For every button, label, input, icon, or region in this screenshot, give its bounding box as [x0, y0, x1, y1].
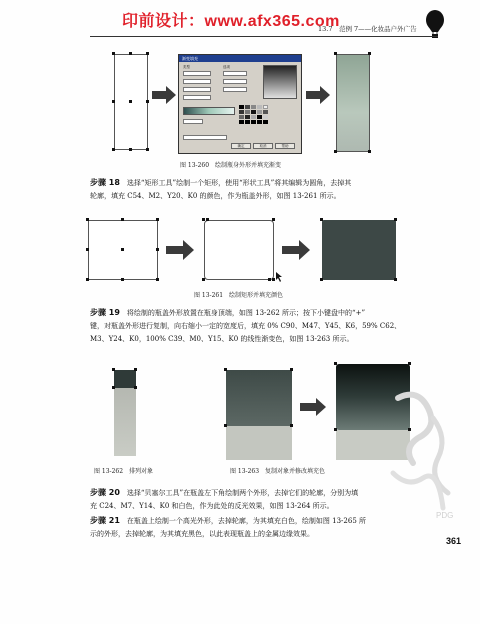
selection-handle	[112, 148, 115, 151]
step-text-line: 轮廓，填充 C54、M2、Y20、K0 的颜色，作为瓶盖外形，如图 13-261 所示。	[90, 192, 341, 200]
step-label: 步骤 18	[90, 178, 120, 187]
figure-caption: 图 13-262 排列对象	[94, 468, 154, 475]
cap-mid-tone	[226, 370, 292, 426]
bottle-cap-dark	[114, 370, 136, 388]
figure-caption: 图 13-263 复制对象并修改填充色	[230, 468, 326, 475]
selection-handle	[156, 278, 159, 281]
selection-handle	[320, 278, 323, 281]
selection-handle	[129, 148, 132, 151]
dialog-help-button[interactable]: 帮助	[275, 143, 295, 149]
selection-handle	[320, 218, 323, 221]
gradient-preview	[263, 65, 297, 99]
dialog-edge-field[interactable]	[183, 95, 211, 100]
dialog-preset-select[interactable]	[183, 135, 227, 140]
dialog-label: 类型	[183, 65, 190, 69]
cursor-icon	[276, 272, 284, 282]
figure-caption: 图 13-261 绘制矩形并填充颜色	[194, 292, 284, 299]
center-mark	[121, 248, 124, 251]
step-18-paragraph	[90, 176, 438, 203]
selection-handle	[408, 362, 411, 365]
step-label: 步骤 19	[90, 308, 120, 317]
step-text-line: 在瓶盖上绘制一个高光外形，去掉轮廓，为其填充白色，绘制如图 13-265 所	[126, 517, 367, 525]
selection-handle	[121, 278, 124, 281]
selection-handle	[86, 248, 89, 251]
body-light-tone	[226, 426, 292, 460]
node-handle	[268, 278, 271, 281]
selection-handle	[156, 218, 159, 221]
dialog-position-field[interactable]	[183, 119, 203, 124]
selection-handle	[394, 278, 397, 281]
selection-handle	[334, 362, 337, 365]
selection-handle	[121, 218, 124, 221]
figure-caption: 图 13-260 绘制瓶身外形并填充渐变	[180, 162, 282, 169]
step-label: 步骤 20	[90, 488, 120, 497]
dialog-option-field[interactable]	[223, 79, 247, 84]
dialog-ok-button[interactable]: 确定	[231, 143, 251, 149]
selection-handle	[394, 218, 397, 221]
dialog-type-select[interactable]	[183, 71, 211, 76]
step-text-line: M3、Y24、K0，100% C39、M0、Y15、K0 的线性渐变色，如图 13-263 所示。	[90, 335, 354, 343]
selection-handle	[134, 386, 137, 389]
selection-handle	[146, 100, 149, 103]
selection-handle	[86, 218, 89, 221]
page-number: 361	[446, 536, 462, 546]
step-21-paragraph	[90, 514, 440, 541]
selection-handle	[134, 368, 137, 371]
selection-handle	[129, 52, 132, 55]
node-handle	[202, 278, 205, 281]
step-label: 步骤 21	[90, 516, 120, 525]
node-handle	[206, 218, 209, 221]
filled-rectangle	[322, 220, 396, 280]
selection-handle	[112, 100, 115, 103]
bottle-body-light	[114, 388, 136, 456]
dialog-title: 渐变填充	[179, 55, 301, 62]
dialog-label: 选项	[223, 65, 230, 69]
selection-handle	[112, 52, 115, 55]
gradient-strip	[183, 107, 235, 115]
step-text-line: 键，对瓶盖外形进行复制，向右缩小一定的宽度后，填充 0% C90、M47、Y45、K6，59% C62、	[90, 322, 402, 330]
right-arrow-icon	[166, 240, 194, 260]
selection-handle	[112, 386, 115, 389]
selection-handle	[334, 428, 337, 431]
header-rule	[90, 36, 438, 37]
selection-handle	[290, 368, 293, 371]
selection-handle	[146, 148, 149, 151]
dialog-option-field[interactable]	[223, 71, 247, 76]
step-text-line: 将绘制的瓶盖外形放置在瓶身顶端，如图 13-262 所示；按下小键盘中的“+”	[126, 309, 366, 317]
selection-handle	[224, 368, 227, 371]
running-head: 13.7 范例 7——化妆品户外广告	[318, 25, 417, 33]
selection-handle	[156, 248, 159, 251]
selection-handle	[368, 52, 371, 55]
right-arrow-icon	[300, 398, 326, 416]
right-arrow-icon	[152, 86, 176, 104]
step-text-line: 选择“矩形工具”绘制一个矩形，使用“形状工具”将其编辑为圆角，去掉其	[126, 179, 352, 187]
center-mark	[129, 100, 132, 103]
selection-handle	[112, 368, 115, 371]
svg-text:PDG: PDG	[436, 511, 454, 520]
right-arrow-icon	[306, 86, 330, 104]
selection-handle	[334, 52, 337, 55]
color-palette	[239, 105, 271, 131]
right-arrow-icon	[282, 240, 310, 260]
node-handle	[202, 218, 205, 221]
selection-handle	[290, 424, 293, 427]
gradient-fill-dialog	[178, 54, 302, 154]
dialog-cancel-button[interactable]: 取消	[253, 143, 273, 149]
watermark-banner: 印前设计：www.afx365.com	[122, 13, 340, 30]
selection-handle	[86, 278, 89, 281]
step-text-line: 充 C24、M7、Y14、K0 和白色，作为此处的反光效果，如图 13-264 所示。	[90, 502, 334, 510]
dialog-steps-field[interactable]	[183, 87, 211, 92]
selection-handle	[368, 150, 371, 153]
selection-handle	[224, 424, 227, 427]
step-text-line: 选择“贝塞尔工具”在瓶盖左下角绘制两个外形，去掉它们的轮廓，分别为填	[126, 489, 359, 497]
node-handle	[272, 278, 275, 281]
selection-handle	[146, 52, 149, 55]
rounded-rectangle-frame	[204, 220, 274, 280]
dialog-option-field[interactable]	[223, 87, 247, 92]
step-20-paragraph	[90, 486, 440, 513]
selection-handle	[334, 150, 337, 153]
bottle-gradient-fill	[336, 54, 370, 152]
step-text-line: 示的外形，去掉轮廓，为其填充黑色，以此表现瓶盖上的金属边缘效果。	[90, 530, 314, 538]
dialog-angle-field[interactable]	[183, 79, 211, 84]
step-19-paragraph	[90, 306, 440, 346]
node-handle	[272, 218, 275, 221]
